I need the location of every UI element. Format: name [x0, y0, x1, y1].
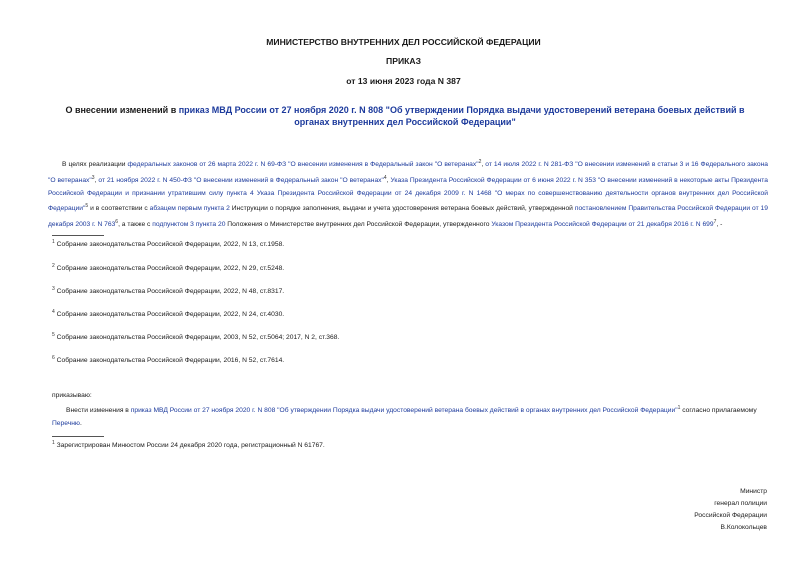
- signature-name: В.Колокольцев: [720, 524, 767, 531]
- link-decree-353[interactable]: Указа Президента Российской Федерации от 6 июня 2022 г. N 353 "О внесении изменений в некоторые акты Президента Российской Федерации и признании утратившим силу пункта 4 Указа Президента Российской Федерации от 24 декабря 2009 г. N 1468 "О мерах по совершенствованию деятельности органов внутренних дел Российской Федерации": [48, 177, 769, 213]
- link-paragraph-2[interactable]: абзацем первым пункта 2: [149, 205, 230, 213]
- link-list[interactable]: Перечню: [52, 420, 80, 428]
- footnote-mark: 2: [478, 159, 482, 165]
- signature-block: [567, 486, 767, 534]
- document-title: О внесении изменений в приказ МВД России от 27 ноября 2020 г. N 808 "Об утверждении Порядка выдачи удостоверений ветерана боевых действий в органах внутренних дел Российской Федерации": [65, 105, 745, 127]
- link-federal-law-69[interactable]: федеральных законов от 26 марта 2022 г. N 69-ФЗ "О внесении изменения в Федеральный закон "О ветеранах": [127, 161, 479, 169]
- footnote-divider: [52, 436, 104, 437]
- signature-position: Министр: [740, 488, 767, 495]
- footnote-item: $^1$ Собрание законодательства Российской Федерации, 2022, N 13, ст.1958.: [52, 239, 285, 249]
- footnote-mark: 3: [91, 174, 95, 181]
- footnote-item: $^3$ Собрание законодательства Российской Федерации, 2022, N 48, ст.8317.: [52, 286, 285, 296]
- footnote-mark: 1: [677, 405, 681, 411]
- preamble-paragraph: В целях реализации федеральных законов от 26 марта 2022 г. N 69-ФЗ "О внесении изменения в Федеральный закон "О ветеранах"$^2$, от 14 июля 2022 г. N 281-ФЗ "О внесении изменений в статьи 3 и 16 Федерального закона "О ветеранах"$^3$, от 21 ноября 2022 г. N 450-ФЗ "О внесении изменений в Федеральный закон "О ветеранах"$^4$, Указа Президента Российской Федерации от 6 июня 2022 г. N 353 "О внесении изменений в некоторые акты Президента Российской Федерации и признании утратившим силу пункта 4 Указа Президента Российской Федерации от 24 декабря 2009 г. N 1468 "О мерах по совершенствованию деятельности органов внутренних дел Российской Федерации"$^5$ и в соответствии с абзацем первым пункта 2 Инструкции о порядке заполнения, выдачи и учета удостоверения ветерана боевых действий, утвержденной постановлением Правительства Российской Федерации от 19 декабря 2003 г. N $763^6$, а также с подпунктом 3 пункта 20 Положения о Министерстве внутренних дел Российской Федерации, утвержденного Указом Президента Российской Федерации от 21 декабря 2016 г. N $699^7$, -: [48, 159, 769, 229]
- ministry-heading: МИНИСТЕРСТВО ВНУТРЕННИХ ДЕЛ РОССИЙСКОЙ ФЕДЕРАЦИИ: [266, 37, 541, 47]
- footnote-item: $^6$ Собрание законодательства Российской Федерации, 2016, N 52, ст.7614.: [52, 355, 285, 365]
- footnote-mark: 4: [383, 174, 387, 181]
- footnote-mark: 6: [115, 219, 119, 226]
- link-decree-699[interactable]: Указом Президента Российской Федерации от 21 декабря 2016 г. N 699: [491, 221, 714, 229]
- link-federal-law-450[interactable]: от 21 ноября 2022 г. N 450-ФЗ "О внесении изменений в Федеральный закон "О ветеранах": [98, 177, 384, 185]
- footnote-item: $^1$ Зарегистрирован Минюстом России 24 декабря 2020 года, регистрационный N 61767.: [52, 440, 325, 450]
- orders-word: приказываю:: [52, 392, 92, 399]
- footnote-mark: 5: [85, 203, 89, 210]
- document-date-number: от 13 июня 2023 года N 387: [346, 76, 461, 86]
- document-type: ПРИКАЗ: [386, 56, 421, 66]
- footnote-item: $^5$ Собрание законодательства Российской Федерации, 2003, N 52, ст.5064; 2017, N 2, ст.368.: [52, 332, 340, 342]
- order-paragraph: Внести изменения в приказ МВД России от 27 ноября 2020 г. N 808 "Об утверждении Порядка выдачи удостоверений ветерана боевых действий в органах внутренних дел Российской Федерации"$^1$ согласно прилагаемому Перечню.: [52, 405, 757, 428]
- footnote-divider: [52, 235, 104, 236]
- signature-rank: генерал полиции: [714, 500, 767, 507]
- footnote-mark: 7: [713, 219, 717, 226]
- link-subparagraph-3[interactable]: подпунктом 3 пункта 20: [152, 221, 226, 229]
- link-resolution-763[interactable]: постановлением Правительства Российской Федерации от 19 декабря 2003 г. N 763: [48, 205, 768, 229]
- title-link[interactable]: приказ МВД России от 27 ноября 2020 г. N 808 "Об утверждении Порядка выдачи удостоверений ветерана боевых действий в органах внутренних дел Российской Федерации": [178, 105, 745, 127]
- signature-country: Российской Федерации: [694, 512, 767, 519]
- footnote-item: $^4$ Собрание законодательства Российской Федерации, 2022, N 24, ст.4030.: [52, 309, 285, 319]
- link-federal-law-281[interactable]: от 14 июля 2022 г. N 281-ФЗ "О внесении изменений в статьи 3 и 16 Федерального закона "О ветеранах": [48, 161, 769, 185]
- footnote-item: $^2$ Собрание законодательства Российской Федерации, 2022, N 29, ст.5248.: [52, 263, 285, 273]
- link-order-808[interactable]: приказ МВД России от 27 ноября 2020 г. N 808 "Об утверждении Порядка выдачи удостоверений ветерана боевых действий в органах внутренних дел Российской Федерации": [130, 407, 678, 415]
